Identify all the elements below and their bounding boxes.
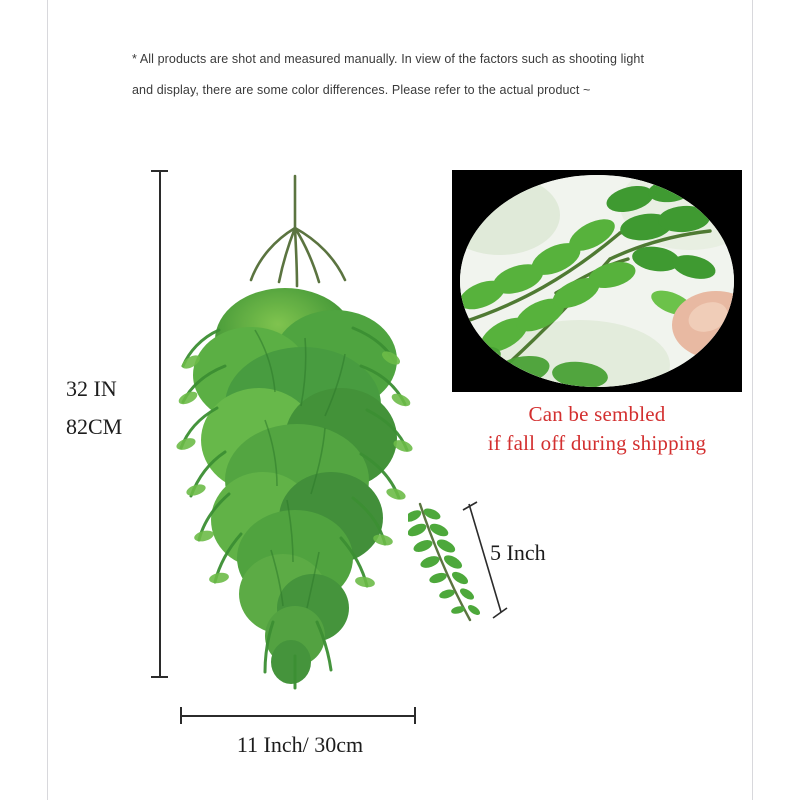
width-dimension-line (180, 706, 416, 726)
closeup-photo-panel (452, 170, 742, 392)
leaf-closeup-photo-icon (460, 175, 734, 387)
width-label: 11 Inch/ 30cm (236, 732, 364, 757)
left-edge-rule (47, 0, 48, 800)
height-labels (66, 370, 152, 446)
assembly-caption-line2: if fall off during shipping (487, 431, 707, 455)
height-label-cm: 82CM (66, 414, 123, 439)
width-line (180, 715, 416, 717)
width-cap-right (414, 707, 416, 724)
assembly-caption-line1: Can be sembled (528, 402, 666, 426)
disclaimer-text: * All products are shot and measured manually. In view of the factors such as shooting light and display, there are some color differences. Please refer to the actual product ~ (132, 52, 645, 97)
closeup-oval (460, 175, 734, 387)
leaf-length-label: 5 Inch (490, 540, 546, 565)
right-edge-rule (752, 0, 753, 800)
assembly-caption (452, 400, 742, 458)
height-label-inch: 32 IN (66, 376, 117, 401)
